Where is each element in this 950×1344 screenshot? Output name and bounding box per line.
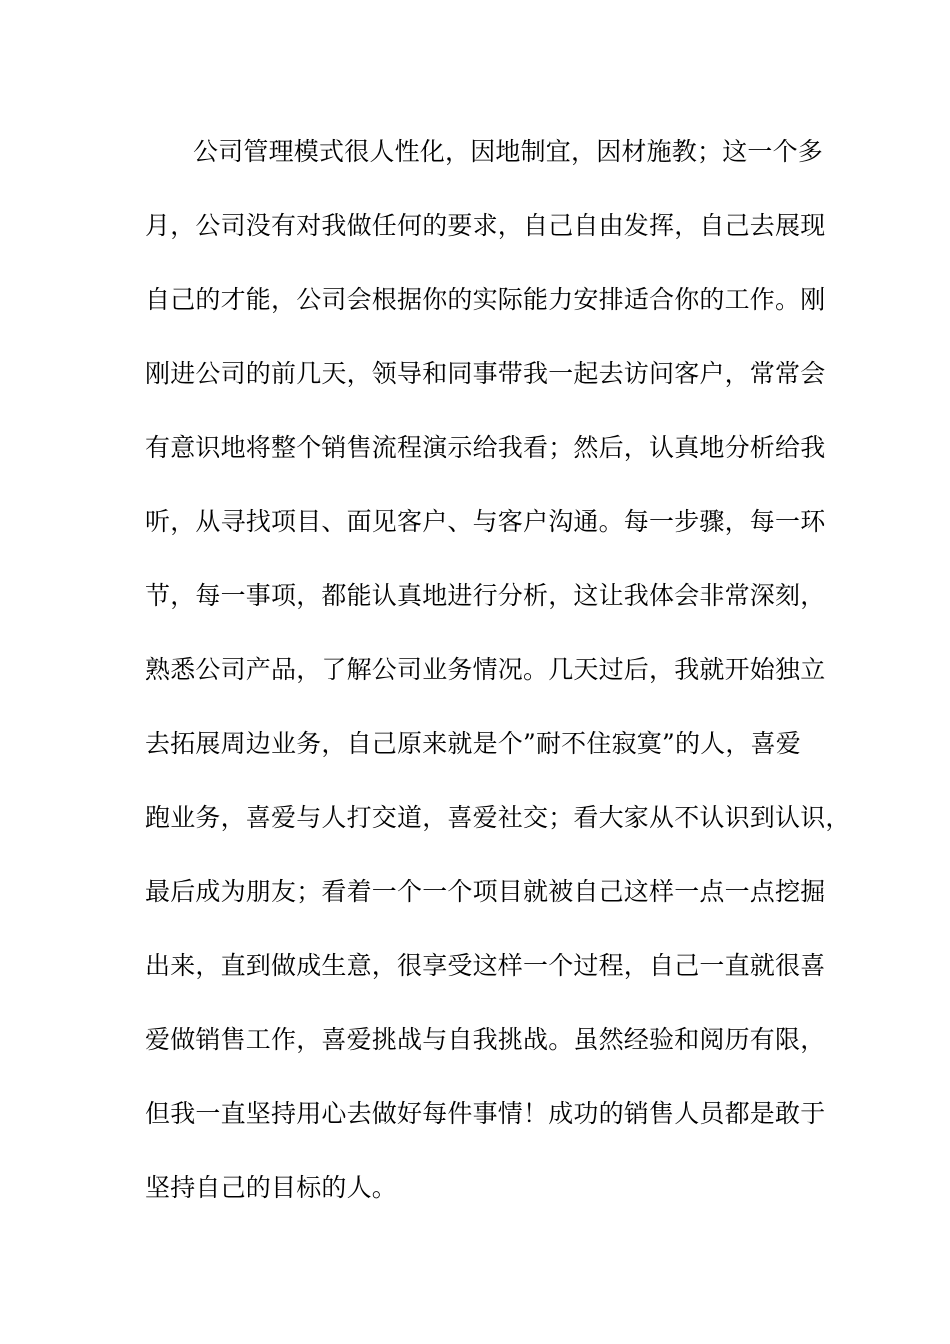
body-paragraph (145, 130, 851, 1240)
paragraph-line: 有意识地将整个销售流程演示给我看；然后，认真地分析给我 (145, 433, 826, 462)
paragraph-line: 坚持自己的目标的人。 (145, 1173, 398, 1202)
paragraph-line: 自己的才能，公司会根据你的实际能力安排适合你的工作。刚 (145, 285, 826, 314)
paragraph-line: 节，每一事项，都能认真地进行分析，这让我体会非常深刻， (145, 581, 826, 610)
paragraph-line: 但我一直坚持用心去做好每件事情！成功的销售人员都是敢于 (145, 1099, 826, 1128)
paragraph-line: 月，公司没有对我做任何的要求，自己自由发挥，自己去展现 (145, 211, 826, 240)
paragraph-line: 刚进公司的前几天，领导和同事带我一起去访问客户，常常会 (145, 359, 826, 388)
paragraph-line: 公司管理模式很人性化，因地制宜，因材施教；这一个多 (193, 137, 824, 166)
paragraph-line: 去拓展周边业务，自己原来就是个”耐不住寂寞”的人，喜爱 (145, 729, 801, 758)
paragraph-line: 爱做销售工作，喜爱挑战与自我挑战。虽然经验和阅历有限， (145, 1025, 826, 1054)
paragraph-line: 听，从寻找项目、面见客户、与客户沟通。每一步骤，每一环 (145, 507, 826, 536)
paragraph-line: 熟悉公司产品，了解公司业务情况。几天过后，我就开始独立 (145, 655, 826, 684)
paragraph-line: 跑业务，喜爱与人打交道，喜爱社交；看大家从不认识到认识， (145, 803, 851, 832)
paragraph-line: 最后成为朋友；看着一个一个项目就被自己这样一点一点挖掘 (145, 877, 826, 906)
paragraph-line: 出来，直到做成生意，很享受这样一个过程，自己一直就很喜 (145, 951, 826, 980)
